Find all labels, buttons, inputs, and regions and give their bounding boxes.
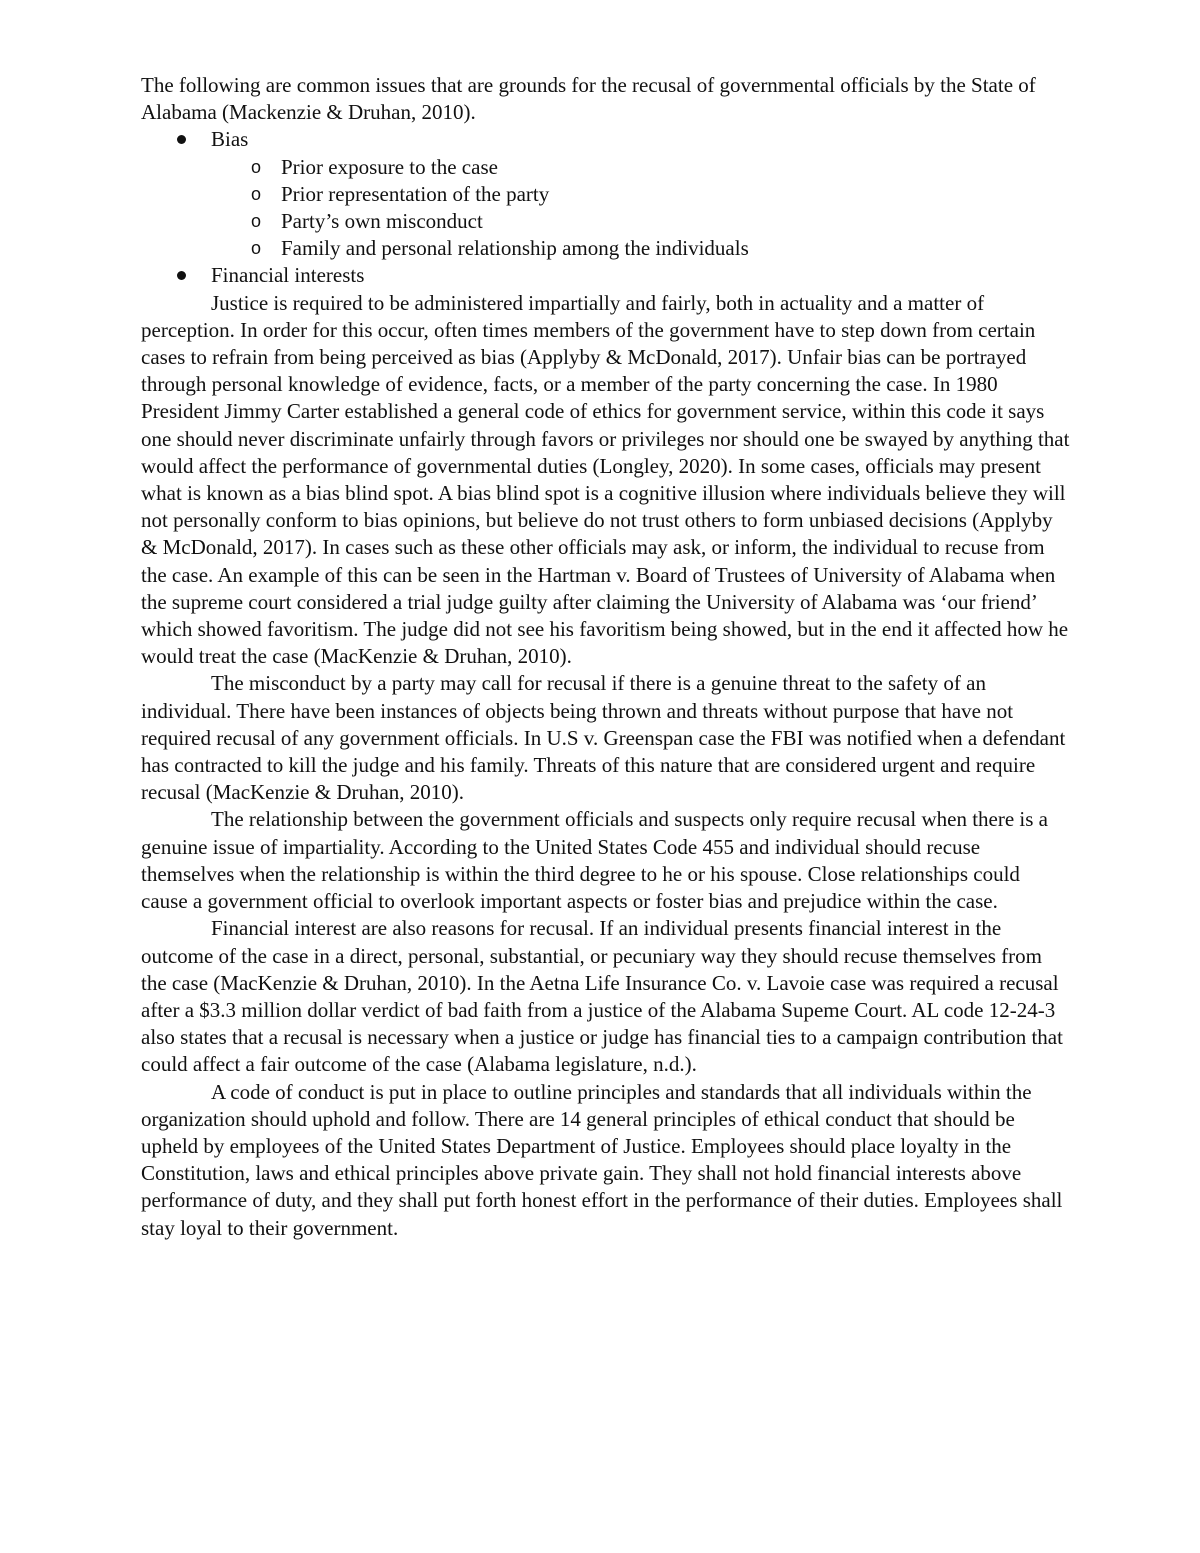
- body-paragraph-bias: Justice is required to be administered impartially and fairly, both in actuality and a matter of perception. In order for this occur, often times members of the government have to step down from certain cases to refrain from being perceived as bias (Applyby & McDonald, 2017). Unfair bias can be portrayed through personal knowledge of evidence, facts, or a member of the party concerning the case. In 1980 President Jimmy Carter established a general code of ethics for government service, within this code it says one should never discriminate unfairly through favors or privileges nor should one be swayed by anything that would affect the performance of governmental duties (Longley, 2020). In some cases, officials may present what is known as a bias blind spot. A bias blind spot is a cognitive illusion where individuals believe they will not personally conform to bias opinions, but believe do not trust others to form unbiased decisions (Applyby & McDonald, 2017). In cases such as these other officials may ask, or inform, the individual to recuse from the case. An example of this can be seen in the Hartman v. Board of Trustees of University of Alabama when the supreme court considered a trial judge guilty after claiming the University of Alabama was ‘our friend’ which showed favoritism. The judge did not see his favoritism being showed, but in the end it affected how he would treat the case (MacKenzie & Druhan, 2010).: [141, 290, 1070, 669]
- sub-list-item-text: Prior representation of the party: [281, 181, 550, 206]
- bullet-icon: [177, 271, 186, 280]
- sub-list-item-text: Family and personal relationship among the individuals: [281, 236, 749, 261]
- intro-paragraph: The following are common issues that are grounds for the recusal of governmental officials by the State of Alabama (Mackenzie & Druhan, 2010).: [141, 73, 1036, 125]
- sub-list-item-text: Party’s own misconduct: [281, 209, 483, 234]
- circle-bullet-icon: o: [251, 211, 262, 232]
- circle-bullet-icon: o: [251, 156, 262, 177]
- document-page: [141, 72, 1071, 1242]
- sub-list-item-text: Prior exposure to the case: [281, 154, 498, 179]
- recusal-grounds-list: [141, 126, 1071, 289]
- sub-list-item: [211, 154, 1071, 181]
- bullet-icon: [177, 135, 186, 144]
- sub-list-item: [211, 235, 1071, 262]
- list-item-financial-interests: [141, 262, 1071, 289]
- sub-list-item: [211, 181, 1071, 208]
- list-item-label: Financial interests: [211, 263, 365, 288]
- circle-bullet-icon: o: [251, 238, 262, 259]
- bias-sublist: [211, 154, 1071, 263]
- sub-list-item: [211, 208, 1071, 235]
- circle-bullet-icon: o: [251, 183, 262, 204]
- list-item-label: Bias: [211, 127, 249, 152]
- body-paragraph-financial: Financial interest are also reasons for recusal. If an individual presents financial interest in the outcome of the case in a direct, personal, substantial, or pecuniary way they should recuse themselves from the case (MacKenzie & Druhan, 2010). In the Aetna Life Insurance Co. v. Lavoie case was required a recusal after a $3.3 million dollar verdict of bad faith from a justice of the Alabama Supeme Court. AL code 12-24-3 also states that a recusal is necessary when a justice or judge has financial ties to a campaign contribution that could affect a fair outcome of the case (Alabama legislature, n.d.).: [141, 916, 1063, 1077]
- body-paragraph-relationship: The relationship between the government officials and suspects only require recusal when there is a genuine issue of impartiality. According to the United States Code 455 and individual should recuse themselves when the relationship is within the third degree to he or his spouse. Close relationships could cause a government official to overlook important aspects or foster bias and prejudice within the case.: [141, 807, 1048, 914]
- list-item-bias: [141, 126, 1071, 262]
- body-paragraph-code-of-conduct: A code of conduct is put in place to outline principles and standards that all individuals within the organization should uphold and follow. There are 14 general principles of ethical conduct that should be upheld by employees of the United States Department of Justice. Employees should place loyalty in the Constitution, laws and ethical principles above private gain. They shall not hold financial interests above performance of duty, and they shall put forth honest effort in the performance of their duties. Employees shall stay loyal to their government.: [141, 1079, 1063, 1240]
- body-paragraph-misconduct: The misconduct by a party may call for recusal if there is a genuine threat to the safety of an individual. There have been instances of objects being thrown and threats without purpose that have not required recusal of any government officials. In U.S v. Greenspan case the FBI was notified when a defendant has contracted to kill the judge and his family. Threats of this nature that are considered urgent and require recusal (MacKenzie & Druhan, 2010).: [141, 671, 1066, 805]
